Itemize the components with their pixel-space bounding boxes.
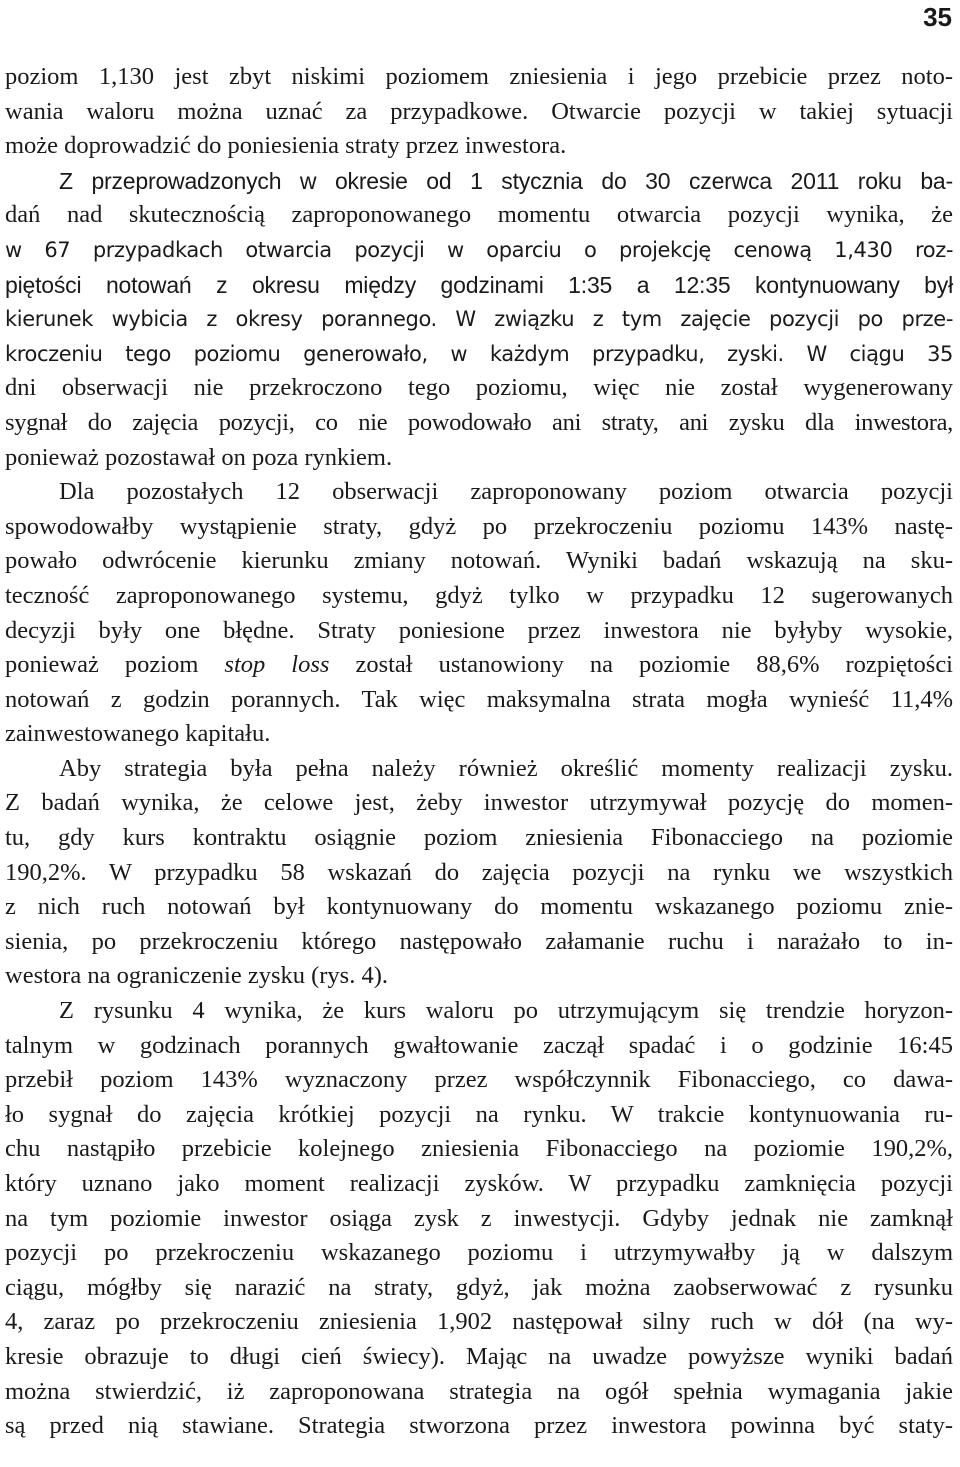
text-line: może doprowadzić do poniesienia straty przez inwestora. — [5, 132, 567, 160]
text-line: tu, gdy kurs kontraktu osiągnie poziom zniesienia Fibonacciego na poziomie — [5, 824, 953, 852]
text-line: można stwierdzić, iż zaproponowana strategia na ogół spełnia wymagania jakie — [5, 1377, 953, 1405]
page-number: 35 — [923, 2, 952, 32]
italic-term: stop loss — [224, 651, 330, 679]
text-line: teczność zaproponowanego systemu, gdyż tylko w przypadku 12 sugerowanych — [5, 581, 953, 609]
text-line: dni obserwacji nie przekroczono tego poziomu, więc nie został wygenerowany — [5, 374, 953, 402]
text-line: na tym poziomie inwestor osiąga zysk z inwestycji. Gdyby jednak nie zamknął — [5, 1204, 953, 1232]
text-line: ponieważ pozostawał on poza rynkiem. — [5, 443, 393, 471]
text-line-with-italic — [5, 648, 953, 683]
text-line: sienia, po przekroczeniu którego następowało załamanie ruchu i narażało to in- — [5, 927, 953, 955]
paragraph-start-line: Z rysunku 4 wynika, że kurs waloru po utrzymującym się trendzie horyzon- — [59, 997, 953, 1025]
text-line: spowodowałby wystąpienie straty, gdyż po przekroczeniu poziomu 143% nastę- — [5, 512, 953, 540]
text-line: sygnał do zajęcia pozycji, co nie powodowało ani straty, ani zysku dla inwestora, — [5, 408, 953, 436]
text-segment: ponieważ poziom — [5, 651, 225, 679]
text-line: kresie obrazuje to długi cień świecy). Mając na uwadze powyższe wyniki badań — [5, 1342, 953, 1370]
text-line: piętości notowań z okresu między godzinami 1:35 a 12:35 kontynuowany był — [5, 271, 953, 298]
text-line: dań nad skutecznością zaproponowanego momentu otwarcia pozycji wynika, że — [5, 201, 953, 229]
paragraph-start-line: Aby strategia była pełna należy również określić momenty realizacji zysku. — [59, 754, 953, 782]
text-line: kierunek wybicia z okresy porannego. W związku z tym zajęcie pozycji po prze- — [5, 307, 953, 332]
text-line: poziom 1,130 jest zbyt niskimi poziomem zniesienia i jego przebicie przez noto- — [5, 63, 953, 90]
text-line: pozycji po przekroczeniu wskazanego poziomu i utrzymywałby ją w dalszym — [5, 1239, 953, 1267]
text-line: kroczeniu tego poziomu generowało, w każdym przypadku, zyski. W ciągu 35 — [5, 341, 953, 366]
text-line: z nich ruch notowań był kontynuowany do momentu wskazanego poziomu znie- — [5, 893, 953, 921]
text-line: notowań z godzin porannych. Tak więc maksymalna strata mogła wynieść 11,4% — [5, 685, 953, 713]
text-segment: został ustanowiony na poziomie 88,6% rozpiętości — [329, 651, 953, 679]
text-line: w 67 przypadkach otwarcia pozycji w oparciu o projekcję cenową 1,430 roz- — [5, 237, 953, 262]
text-line: zainwestowanego kapitału. — [5, 720, 271, 748]
text-line: ło sygnał do zajęcia krótkiej pozycji na rynku. W trakcie kontynuowania ru- — [5, 1100, 953, 1128]
text-line: wania waloru można uznać za przypadkowe. Otwarcie pozycji w takiej sytuacji — [5, 97, 953, 125]
text-line: ciągu, mógłby się narazić na straty, gdyż, jak można zaobserwować z rysunku — [5, 1273, 953, 1301]
text-line: 190,2%. W przypadku 58 wskazań do zajęcia pozycji na rynku we wszystkich — [5, 858, 953, 886]
paragraph-start-line: Z przeprowadzonych w okresie od 1 stycznia do 30 czerwca 2011 roku ba- — [59, 167, 953, 194]
text-line: powało odwrócenie kierunku zmiany notowań. Wyniki badań wskazują na sku- — [5, 547, 953, 575]
text-line: talnym w godzinach porannych gwałtowanie zaczął spadać i o godzinie 16:45 — [5, 1031, 953, 1059]
text-line: przebił poziom 143% wyznaczony przez współczynnik Fibonacciego, co dawa- — [5, 1066, 953, 1094]
text-line: 4, zaraz po przekroczeniu zniesienia 1,902 następował silny ruch w dół (na wy- — [5, 1308, 953, 1336]
text-line: westora na ograniczenie zysku (rys. 4). — [5, 962, 389, 990]
text-line: który uznano jako moment realizacji zysków. W przypadku zamknięcia pozycji — [5, 1170, 953, 1197]
text-line: Z badań wynika, że celowe jest, żeby inwestor utrzymywał pozycję do momen- — [5, 789, 953, 817]
text-line: są przed nią stawiane. Strategia stworzona przez inwestora powinna być staty- — [5, 1412, 953, 1440]
body-text — [5, 60, 953, 1444]
text-line: decyzji były one błędne. Straty poniesione przez inwestora nie byłyby wysokie, — [5, 616, 953, 644]
paragraph-start-line: Dla pozostałych 12 obserwacji zaproponowany poziom otwarcia pozycji — [59, 478, 953, 506]
text-line: chu nastąpiło przebicie kolejnego zniesienia Fibonacciego na poziomie 190,2%, — [5, 1135, 953, 1163]
